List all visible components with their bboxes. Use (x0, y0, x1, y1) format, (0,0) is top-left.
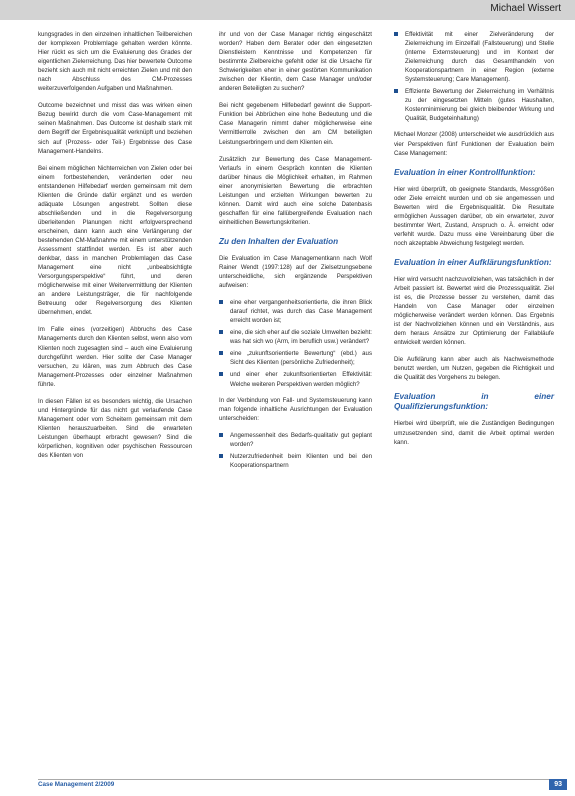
section-heading: Evaluation in einer Qualifizierungsfunktion: (394, 392, 554, 412)
footer-divider (38, 779, 567, 780)
section-heading: Evaluation in einer Kontrollfunktion: (394, 167, 536, 177)
paragraph: kungsgrades in den einzelnen inhaltlichen Teilbereichen der komplexen Problemlage gehalten werden könnte. Hier rückt es sich um die Evaluierung des Grades der eigentlichen Zielerreichung. Das hier bewertete Outcome bezieht sich auch mit nicht erreichten Zielen und mit den nach Abschluss des CM-Prozesses weiterzuverfolgenden Aufgaben und Maßnahmen. (38, 31, 192, 93)
list-item: eine, die sich eher auf die soziale Umwelten bezieht: was hat sich wo (Arm, im beruflich usw.) verändert? (219, 328, 372, 346)
paragraph: In der Verbindung von Fall- und Systemsteuerung kann man folgende inhaltliche Ausrichtungen der Evaluation unterscheiden: (219, 396, 372, 422)
column-left (38, 30, 192, 468)
list-item: Angemessenheit des Bedarfs-qualitativ gut geplant worden? (219, 431, 372, 449)
list-item: Effiziente Bewertung der Zielerreichung im Verhältnis zu der eingesetzten Mitteln (gutes Haushalten, Kostenminimierung bei gleich bleibender Wirkung und Qualität, Budgeteinhaltung) (394, 87, 554, 123)
list-item: eine „zukunftsorientierte Bewertung“ (ebd.) aus Sicht des Klienten (persönliche Zufriedenheit); (219, 349, 372, 367)
bullet-list (219, 431, 372, 470)
paragraph: ihr und von der Case Manager richtig eingeschätzt worden? Haben dem Berater oder den eingesetzten Dienstleistern Kenntnisse und Kompetenzen für bestimmte Zielbereiche gefehlt oder ist die Ursache für Schwierigkeiten eher in einer gestörten Kommunikation zwischen der Klientin, dem Case Manager und/oder anderen Beteiligten zu suchen? (219, 31, 372, 93)
paragraph: Die Aufklärung kann aber auch als Nachweismethode benutzt werden, um Nutzen, gegeben die Richtigkeit und die Qualität des Vorgehens zu belegen. (394, 356, 554, 382)
paragraph: Hier wird versucht nachzuvollziehen, was tatsächlich in der Arbeit passiert ist. Bewertet wird die Prozessqualität. Ziel ist es, die Prozesse besser zu verstehen, damit das Handeln von Case Manager oder einzelnen möglicherweise verändert werden können. Das Ergebnis ist der Nachvollziehen können und ein Verständnis, aus dem heraus Ansätze zur Optimierung der Fallabläufe entwickelt werden können. (394, 275, 554, 347)
list-item: eine eher vergangenheitsorientierte, die ihren Blick darauf richtet, was durch das Case Management erreicht worden ist; (219, 298, 372, 325)
list-item: Effektivität mit einer Zielveränderung der Zielerreichung im Einzelfall (Fallsteuerung) und Stelle (interne Externsteuerung) und im Kontext der Zielerreichung durch das Gesamthandeln von Kooperationspartnern in einer Region (externe Systemsteuerung; Care Management). (394, 30, 554, 84)
header-author: Michael Wissert (490, 3, 561, 14)
section-heading: Zu den Inhalten der Evaluation (219, 236, 339, 246)
paragraph: Zusätzlich zur Bewertung des Case Management-Verlaufs in einem Gespräch konnten die Klienten darüber hinaus die Möglichkeit erhalten, im Rahmen einer anonymisierten Bewertung die erbrachten Leistungen und erzielten Wirkungen bewerten zu können. Damit wird auch eine solche Datenbasis geschaffen für eine fallübergreifende Evaluation nach einheitlichen Bewertungskriterien. (219, 155, 372, 226)
paragraph: Die Evaluation im Case Managementkann nach Wolf Rainer Wendt (1997:128) auf der Zielsetzungsebene unterscheidliche, sich ergänzende Perspektiven aufweisen: (219, 254, 372, 290)
page-number: 93 (549, 779, 567, 790)
paragraph: Outcome bezeichnet und misst das was wirken einen Bezug bewirkt durch die vom Case-Management mit seinen Maßnahmen. Das Outcome ist deshalb stark mit dem Begriff der Ergebnisqualität verknüpft und beziehen sich auf (Prozess- oder Teil-) Ergebnisse des Case Management-Handelns. (38, 102, 192, 155)
section-heading: Evaluation in einer Aufklärungsfunktion: (394, 257, 552, 267)
paragraph: Michael Monzer (2008) unterscheidet wie ausdrücklich aus vier Perspektiven fünf Funktionen der Evaluation beim Case Management: (394, 131, 554, 157)
list-item: Nutzerzufriedenheit beim Klienten und bei den Kooperationspartnern (219, 452, 372, 470)
bullet-list (394, 30, 554, 123)
list-item: und einer eher zukunftsorientierten Effektivität: Welche weiteren Perspektiven werden möglich? (219, 370, 372, 388)
column-middle (219, 30, 372, 477)
page-footer (0, 779, 575, 795)
column-right (394, 30, 554, 455)
publication-name: Case Management 2/2009 (38, 781, 115, 788)
paragraph: Hier wird überprüft, ob geeignete Standards, Messgrößen oder Ziele erreicht wurden und ob sie angemessen und Bewerten wird die Ergebnisqualität. Die Resultate ermöglichen Aussagen darüber, ob ein erwarteter, zuvor bestimmter Wert, Zustand, Anspruch o. Ä. erreicht oder verfehlt wurde. Dazu muss eine Vereinbarung über die noch akzeptable Abweichung festgelegt werden. (394, 185, 554, 247)
paragraph: Im Falle eines (vorzeitigen) Abbruchs des Case Managements durch den Klienten selbst, wenn also vom Klienten noch zugesagten sind – auch eine Evaluierung durchgeführt werden. Hier sollte der Case Manager versuchen, zu klären, was zum Abbruch des Case Management-Prozesses oder einzelner Maßnahmen führte. (38, 326, 192, 388)
paragraph: Bei nicht gegebenem Hilfebedarf gewinnt die Support-Funktion bei Abbrüchen eine hohe Bedeutung und die Case Managerin nimmt daher möglicherweise eine Vermittlerrolle zwischen den am CM beteiligten Leistungserbringern und dem Klienten ein. (219, 102, 372, 146)
paragraph: Hierbei wird überprüft, wie die Zuständigen Bedingungen umzusetzenden sind, damit die Arbeit optimal werden kann. (394, 420, 554, 446)
running-header (0, 0, 575, 20)
paragraph: In diesen Fällen ist es besonders wichtig, die Ursachen und Hintergründe für das nicht gut verlaufende Case Management oder vom Scheitern gemeinsam mit dem Klienten herauszuarbeiten. Sind die erwarteten Leistungen überhaupt erbracht gewesen? Sind die körperlichen, kognitiven oder psychischen Ressourcen des Klienten von (38, 397, 192, 460)
paragraph: Bei einem möglichen Nichterreichen von Zielen oder bei einem fortbestehenden, veränderten oder neu entstandenen Hilfebedarf werden gemeinsam mit dem Klienten die Gründe dafür ergänzt und es werden adäquate Lösungen angestrebt. Sollten diese abschließenden und in die Regelversorgung überleitenden Planungen nicht erfolgversprechend erscheinen, dann kann auch eine Verlängerung der bestehenden CM-Maßnahme mit einem unterstützenden Assessment stattfindet werden. Es ist aber auch denkbar, dass in manchen Problemlagen das Case Management eine nicht „unbeabsichtigte Versorgungsperspektive“ führt, und deren möglicherweise mit einer Weitervermittlung der Klienten an andere Leistungsträger, die für nachfolgende Betreuung oder Regelversorgung des Klienten übernehmen, endet. (38, 164, 192, 317)
bullet-list (219, 298, 372, 388)
